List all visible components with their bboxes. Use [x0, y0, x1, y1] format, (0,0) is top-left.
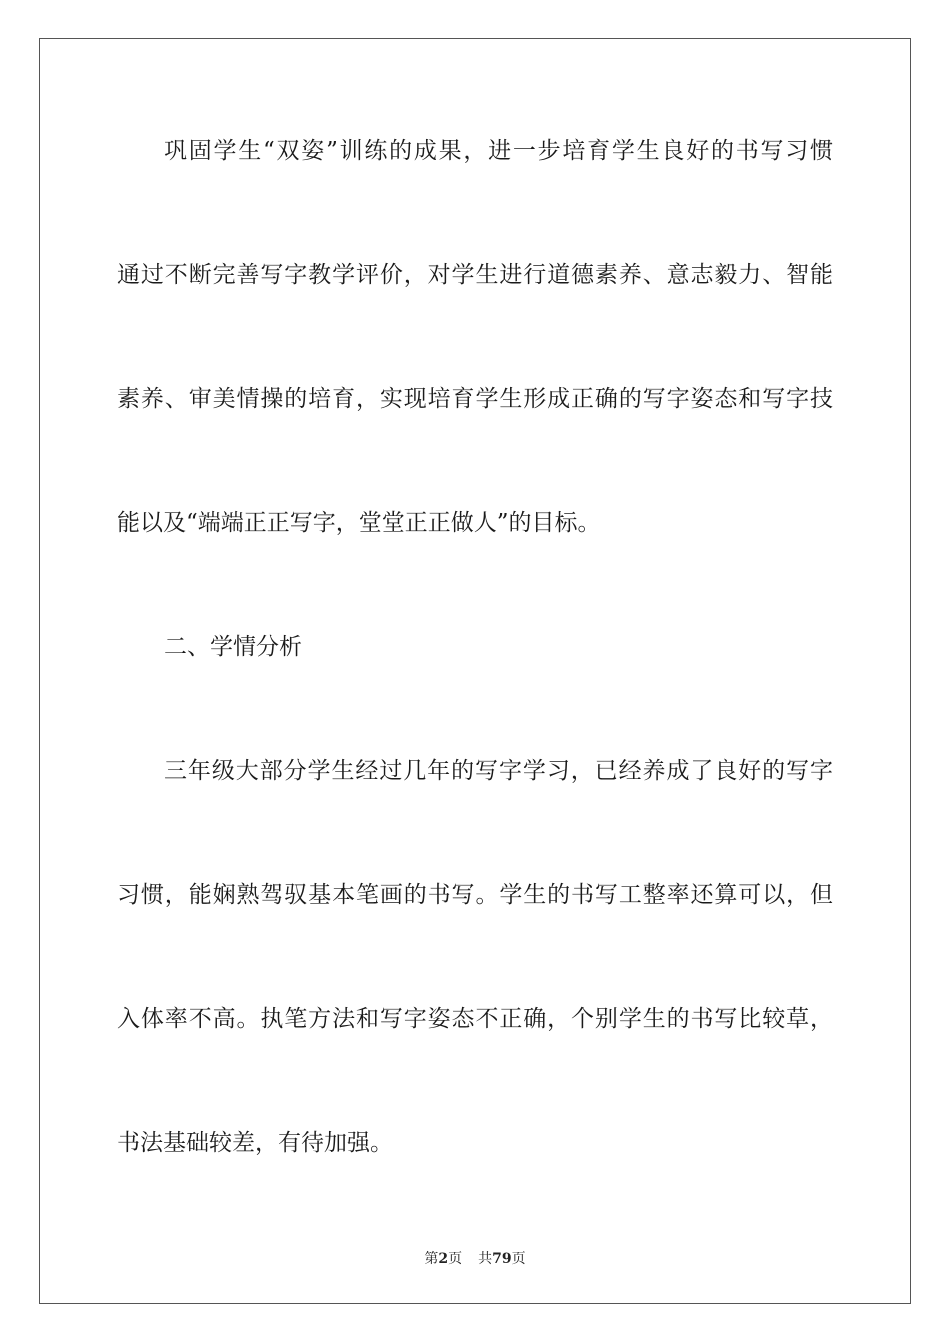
paragraph-line-2: 通过不断完善写字教学评价，对学生进行道德素养、意志毅力、智能 — [117, 262, 833, 288]
paragraph-line-9: 书法基础较差，有待加强。 — [117, 1130, 393, 1156]
page-footer — [0, 1248, 950, 1268]
total-suffix: 页 — [511, 1251, 526, 1267]
section-heading: 二、学情分析 — [164, 634, 302, 660]
page-number: 2 — [438, 1251, 449, 1267]
paragraph-line-4: 能以及“端端正正写字，堂堂正正做人”的目标。 — [117, 510, 601, 536]
paragraph-line-8: 入体率不高。执笔方法和写字姿态不正确，个别学生的书写比较草， — [117, 1006, 833, 1032]
page-prefix: 第 — [424, 1251, 439, 1267]
paragraph-line-7: 习惯，能娴熟驾驭基本笔画的书写。学生的书写工整率还算可以，但 — [117, 882, 833, 908]
paragraph-line-3: 素养、审美情操的培育，实现培育学生形成正确的写字姿态和写字技 — [117, 386, 833, 412]
page-suffix: 页 — [448, 1251, 463, 1267]
total-pages: 79 — [492, 1251, 512, 1267]
paragraph-line-6: 三年级大部分学生经过几年的写字学习，已经养成了良好的写字 — [164, 758, 833, 784]
document-body — [117, 128, 833, 1244]
paragraph-line-1: 巩固学生“双姿”训练的成果，进一步培育学生良好的书写习惯 — [164, 138, 833, 164]
total-prefix: 共 — [478, 1251, 493, 1267]
